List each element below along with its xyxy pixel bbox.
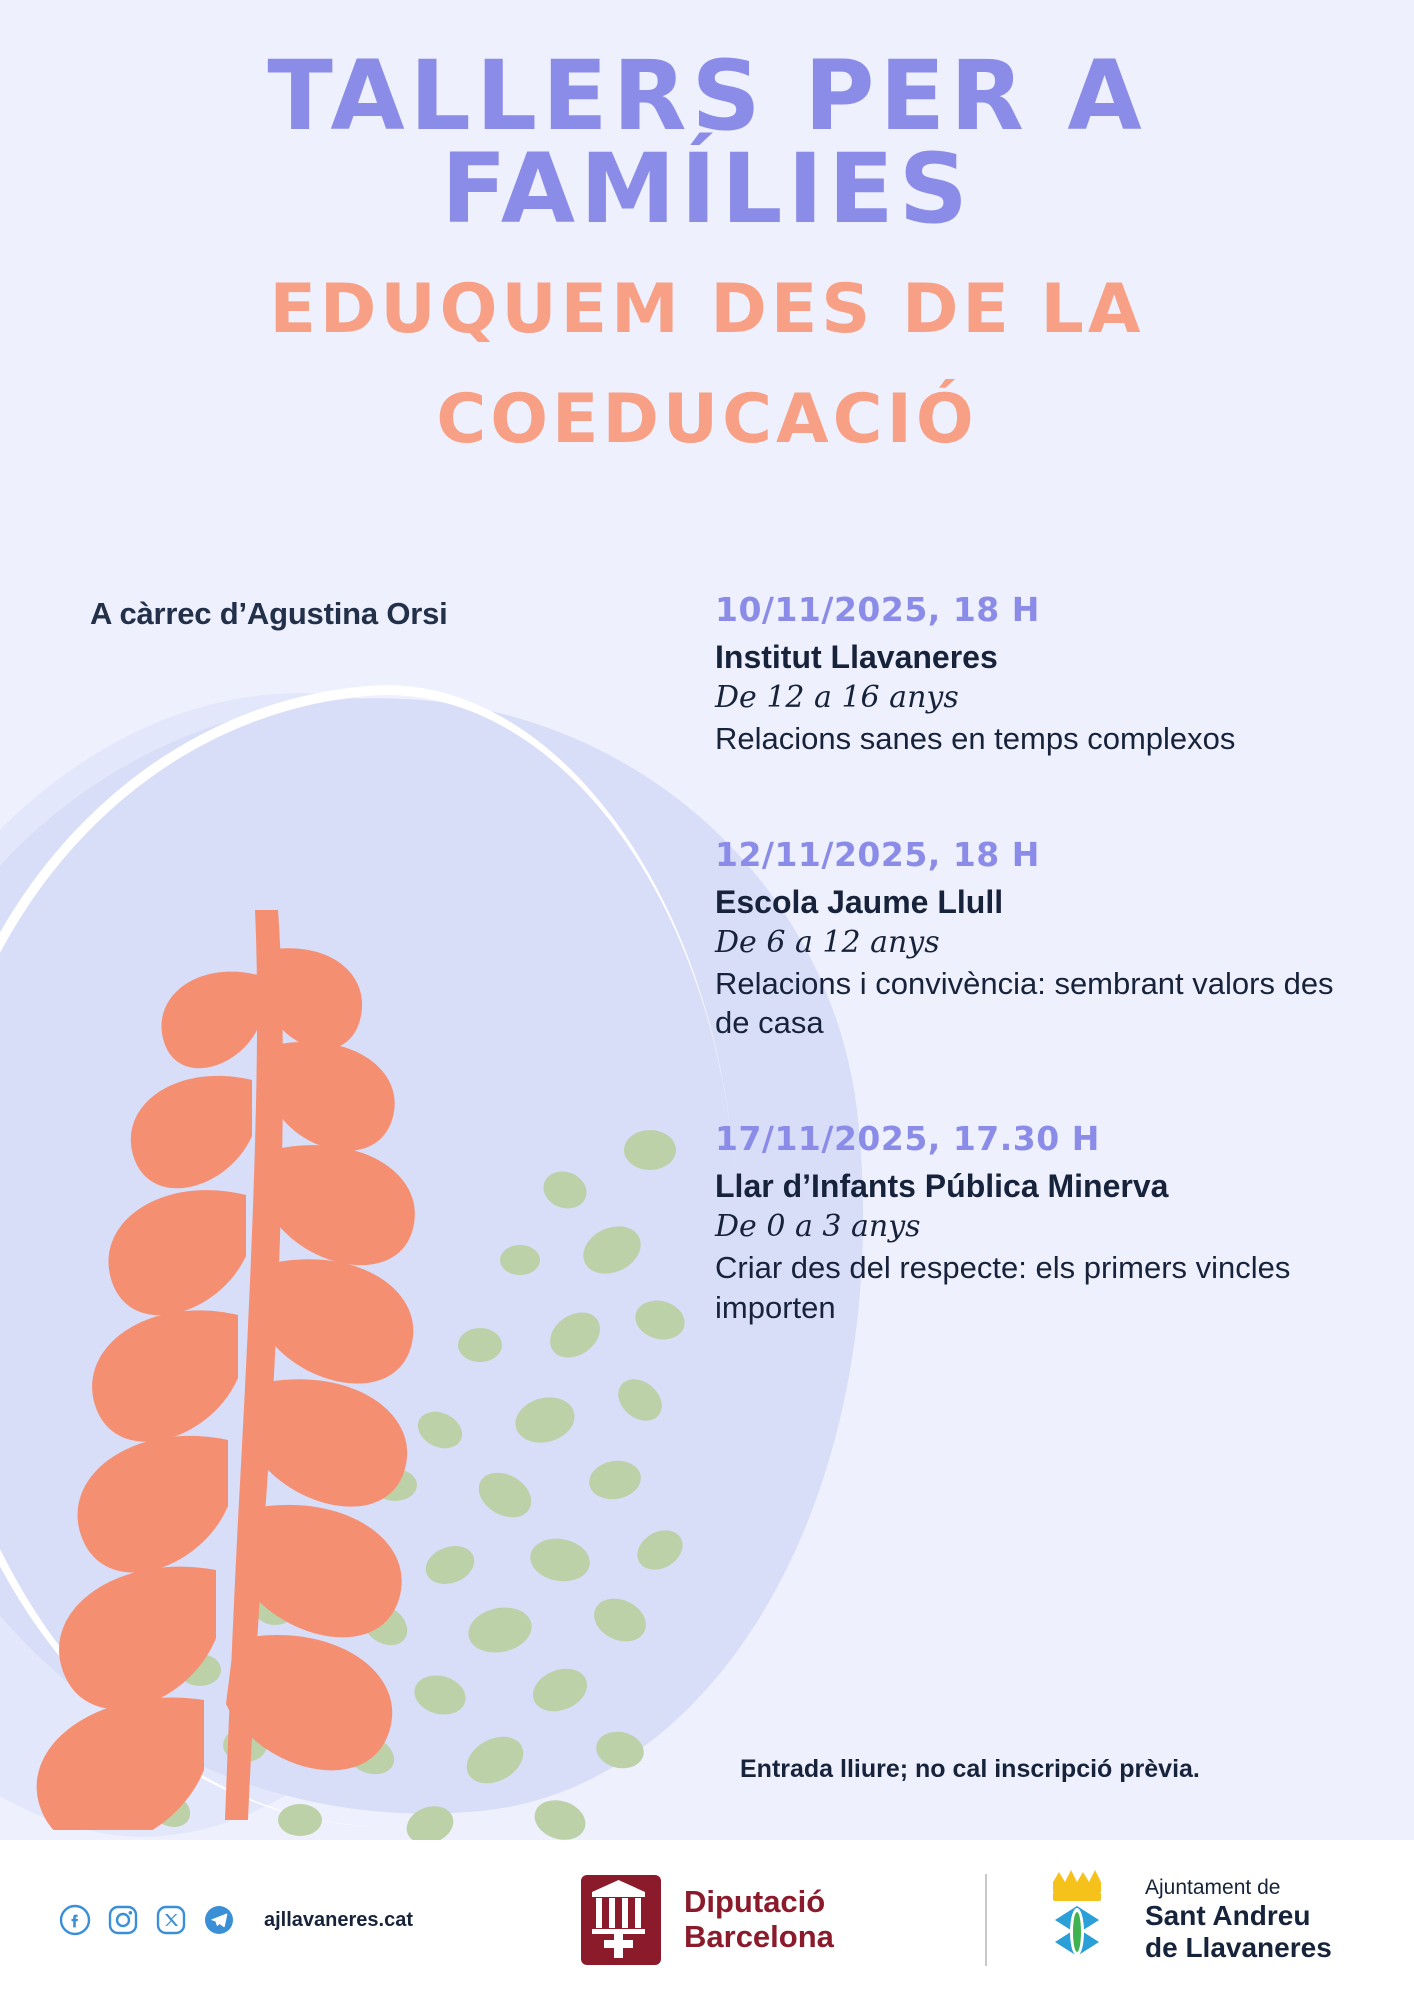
ajuntament-line3: de Llavaneres bbox=[1145, 1932, 1332, 1964]
session-topic: Criar des del respecte: els primers vincles importen bbox=[715, 1250, 1291, 1325]
social-links bbox=[58, 1903, 413, 1937]
ajuntament-line2: Sant Andreu bbox=[1145, 1899, 1311, 1931]
fern-leaf-decoration bbox=[0, 880, 720, 1830]
session-place: Llar d’Infants Pública Minerva bbox=[715, 1168, 1169, 1205]
session-topic: Relacions sanes en temps complexos bbox=[715, 721, 1236, 756]
poster-heading bbox=[0, 40, 1414, 459]
sessions-list bbox=[715, 590, 1365, 1327]
website-url[interactable]: ajllavaneres.cat bbox=[264, 1908, 413, 1931]
session-date: 12/11/2025, 18 H bbox=[715, 834, 1040, 874]
ajuntament-crest-icon bbox=[1025, 1868, 1129, 1972]
diputacio-line1: Diputació bbox=[684, 1884, 826, 1920]
session-date: 17/11/2025, 17.30 H bbox=[715, 1119, 1100, 1159]
poster-subtitle-line2: COEDUCACIÓ bbox=[436, 379, 978, 459]
session-topic: Relacions i convivència: sembrant valors des de casa bbox=[715, 965, 1334, 1041]
presenter-credit: A càrrec d’Agustina Orsi bbox=[90, 596, 448, 631]
poster-title-line2: FAMÍLIES bbox=[441, 133, 973, 246]
diputacio-crest-icon bbox=[578, 1872, 664, 1968]
diputacio-barcelona-logo bbox=[578, 1872, 834, 1968]
poster-title-line1: TALLERS PER A bbox=[267, 40, 1147, 152]
ajuntament-line1: Ajuntament de bbox=[1145, 1875, 1281, 1899]
ajuntament-logo bbox=[1025, 1868, 1332, 1972]
telegram-icon[interactable] bbox=[202, 1903, 236, 1937]
session-date: 10/11/2025, 18 H bbox=[715, 590, 1040, 629]
x-twitter-icon[interactable] bbox=[154, 1903, 188, 1937]
session-item bbox=[715, 835, 1365, 1043]
footer-divider bbox=[985, 1874, 987, 1966]
diputacio-text bbox=[684, 1885, 834, 1954]
facebook-icon[interactable] bbox=[58, 1903, 92, 1937]
instagram-icon[interactable] bbox=[106, 1903, 140, 1937]
session-ages: De 0 a 3 anys bbox=[715, 1209, 921, 1245]
ajuntament-text bbox=[1145, 1876, 1332, 1965]
session-place: Escola Jaume Llull bbox=[715, 883, 1004, 920]
footer bbox=[0, 1840, 1414, 2000]
diputacio-line2: Barcelona bbox=[684, 1919, 834, 1954]
free-entry-note: Entrada lliure; no cal inscripció prèvia. bbox=[740, 1755, 1200, 1783]
poster-subtitle-line1: EDUQUEM DES DE LA bbox=[269, 270, 1145, 350]
session-ages: De 12 a 16 anys bbox=[715, 680, 959, 715]
session-place: Institut Llavaneres bbox=[715, 639, 998, 675]
session-item bbox=[715, 1119, 1365, 1327]
session-ages: De 6 a 12 anys bbox=[715, 924, 940, 960]
session-item bbox=[715, 590, 1365, 759]
